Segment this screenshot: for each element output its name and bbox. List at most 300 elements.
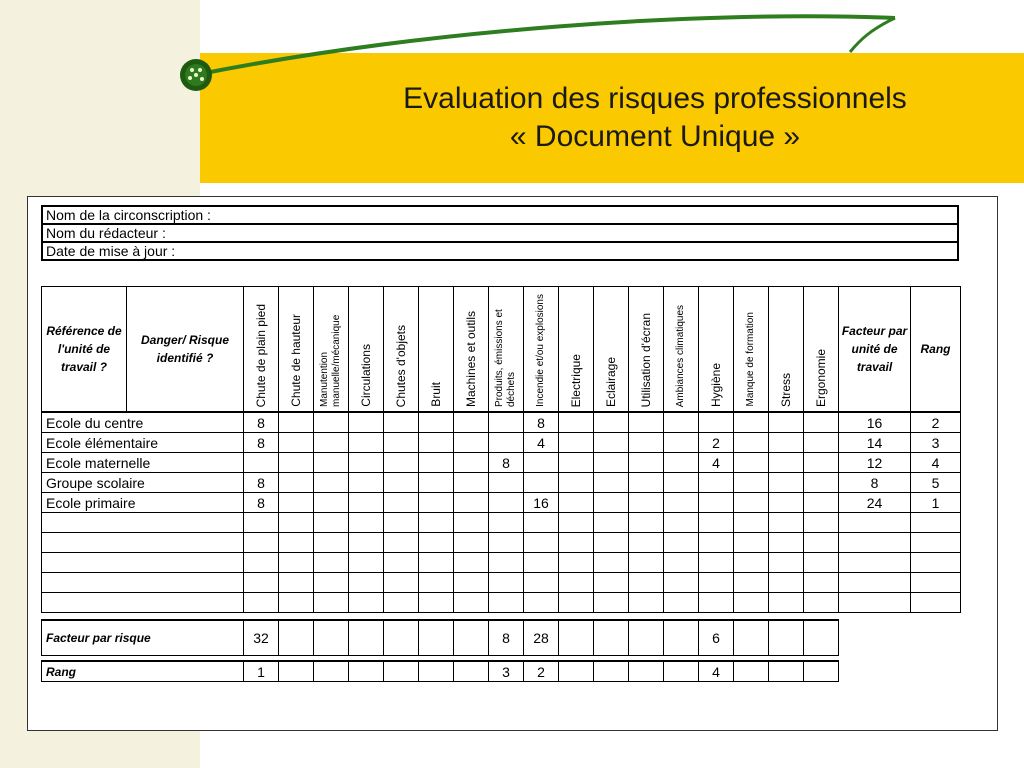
value-cell	[629, 493, 664, 513]
value-cell	[769, 593, 804, 613]
risk-header	[594, 287, 629, 413]
rang-value-cell: 2	[524, 661, 559, 682]
value-cell	[314, 533, 349, 553]
date-field: Date de mise à jour :	[42, 242, 958, 260]
value-cell	[384, 473, 419, 493]
ref-header: Référence de l'unité de travail ?	[42, 287, 127, 413]
value-cell	[524, 593, 559, 613]
value-cell	[629, 412, 664, 433]
value-cell	[804, 573, 839, 593]
blank-cell	[839, 661, 961, 682]
value-cell	[699, 593, 734, 613]
value-cell	[524, 513, 559, 533]
value-cell	[349, 453, 384, 473]
redacteur-field: Nom du rédacteur :	[42, 224, 958, 242]
value-cell: 8	[524, 412, 559, 433]
table-row	[42, 533, 961, 553]
value-cell	[804, 513, 839, 533]
value-cell	[559, 593, 594, 613]
value-cell	[489, 513, 524, 533]
value-cell	[699, 553, 734, 573]
value-cell	[664, 473, 699, 493]
rang-cell: 1	[911, 493, 961, 513]
risk-header-label: Eclairage	[604, 356, 618, 407]
rang-value-cell	[664, 661, 699, 682]
rang-value-cell	[594, 661, 629, 682]
value-cell	[734, 493, 769, 513]
value-cell	[664, 493, 699, 513]
risk-header	[349, 287, 384, 413]
facteur-risque-cell	[314, 620, 349, 656]
table-row	[42, 553, 961, 573]
facteur-cell: 12	[839, 453, 911, 473]
page-title	[340, 80, 970, 156]
facteur-cell: 8	[839, 473, 911, 493]
value-cell	[314, 513, 349, 533]
risk-header	[664, 287, 699, 413]
value-cell	[279, 473, 314, 493]
value-cell	[804, 493, 839, 513]
rang-value-cell	[314, 661, 349, 682]
risk-header-label: Produits, émissions et déchets	[494, 309, 517, 407]
risk-header	[629, 287, 664, 413]
risk-header	[559, 287, 594, 413]
value-cell	[629, 533, 664, 553]
value-cell	[699, 573, 734, 593]
unit-cell	[42, 593, 244, 613]
value-cell	[804, 453, 839, 473]
facteur-risque-cell	[734, 620, 769, 656]
value-cell	[664, 513, 699, 533]
table-row	[42, 593, 961, 613]
value-cell	[279, 412, 314, 433]
rang-header: Rang	[911, 287, 961, 413]
risk-header-label: Electrique	[569, 353, 583, 407]
value-cell	[734, 473, 769, 493]
value-cell: 8	[244, 493, 279, 513]
value-cell	[769, 573, 804, 593]
risk-header-label: Chute de hauteur	[289, 314, 303, 407]
value-cell	[911, 533, 961, 553]
value-cell	[559, 533, 594, 553]
unit-cell	[42, 533, 244, 553]
value-cell	[699, 493, 734, 513]
value-cell	[244, 553, 279, 573]
value-cell	[839, 573, 911, 593]
value-cell	[314, 412, 349, 433]
value-cell	[524, 533, 559, 553]
value-cell	[419, 553, 454, 573]
facteur-cell: 24	[839, 493, 911, 513]
facteur-risque-cell	[804, 620, 839, 656]
value-cell	[524, 473, 559, 493]
risk-header-label: Stress	[779, 372, 793, 407]
value-cell	[244, 533, 279, 553]
value-cell	[594, 593, 629, 613]
unit-cell: Ecole élémentaire	[42, 433, 244, 453]
value-cell	[559, 553, 594, 573]
value-cell	[279, 553, 314, 573]
risk-header	[489, 287, 524, 413]
value-cell	[559, 493, 594, 513]
risk-header	[734, 287, 769, 413]
value-cell	[349, 533, 384, 553]
value-cell: 2	[699, 433, 734, 453]
unit-cell: Ecole du centre	[42, 412, 244, 433]
unit-cell	[42, 573, 244, 593]
value-cell	[279, 493, 314, 513]
value-cell	[911, 553, 961, 573]
risk-header	[384, 287, 419, 413]
value-cell	[769, 473, 804, 493]
unit-cell: Groupe scolaire	[42, 473, 244, 493]
blank-cell	[839, 620, 961, 656]
value-cell	[804, 593, 839, 613]
value-cell	[314, 433, 349, 453]
facteur-risque-cell	[559, 620, 594, 656]
rang-value-cell	[384, 661, 419, 682]
value-cell	[699, 513, 734, 533]
facteur-risque-label: Facteur par risque	[42, 620, 244, 656]
rang-value-cell	[629, 661, 664, 682]
value-cell	[664, 412, 699, 433]
value-cell	[804, 553, 839, 573]
facteur-risque-cell: 28	[524, 620, 559, 656]
rang-value-cell	[734, 661, 769, 682]
value-cell	[349, 493, 384, 513]
value-cell: 8	[244, 412, 279, 433]
value-cell	[839, 533, 911, 553]
value-cell	[911, 513, 961, 533]
table-row	[42, 513, 961, 533]
value-cell	[454, 453, 489, 473]
value-cell	[594, 573, 629, 593]
value-cell	[559, 453, 594, 473]
risk-header	[419, 287, 454, 413]
risk-header	[804, 287, 839, 413]
value-cell	[419, 453, 454, 473]
rang-value-cell	[804, 661, 839, 682]
value-cell	[454, 473, 489, 493]
unit-cell	[42, 513, 244, 533]
value-cell	[419, 473, 454, 493]
risk-header-label: Chutes d'objets	[394, 324, 408, 407]
facteur-risque-cell	[419, 620, 454, 656]
facteur-risque-cell: 6	[699, 620, 734, 656]
value-cell	[734, 412, 769, 433]
value-cell	[734, 573, 769, 593]
value-cell	[419, 493, 454, 513]
rang-value-cell: 4	[699, 661, 734, 682]
risk-header	[314, 287, 349, 413]
value-cell	[279, 573, 314, 593]
rang-value-cell	[279, 661, 314, 682]
value-cell	[664, 593, 699, 613]
value-cell	[699, 473, 734, 493]
rang-cell: 2	[911, 412, 961, 433]
rang-row	[42, 661, 961, 682]
risk-header-label: Manque de formation	[745, 312, 756, 407]
value-cell	[769, 433, 804, 453]
value-cell	[384, 453, 419, 473]
unit-cell: Ecole maternelle	[42, 453, 244, 473]
risk-header-label: Circulations	[359, 344, 373, 407]
value-cell	[594, 493, 629, 513]
value-cell: 4	[699, 453, 734, 473]
value-cell	[244, 573, 279, 593]
value-cell	[454, 412, 489, 433]
value-cell	[419, 513, 454, 533]
value-cell	[734, 533, 769, 553]
value-cell	[594, 453, 629, 473]
table-row	[42, 493, 961, 513]
value-cell	[911, 573, 961, 593]
value-cell	[279, 513, 314, 533]
value-cell	[384, 513, 419, 533]
value-cell	[734, 553, 769, 573]
value-cell	[629, 433, 664, 453]
value-cell	[489, 533, 524, 553]
value-cell	[734, 513, 769, 533]
value-cell	[699, 412, 734, 433]
title-line-1: Evaluation des risques professionnels	[403, 82, 907, 115]
value-cell	[629, 473, 664, 493]
value-cell	[524, 573, 559, 593]
value-cell: 8	[489, 453, 524, 473]
value-cell	[419, 433, 454, 453]
rang-value-cell: 3	[489, 661, 524, 682]
value-cell	[384, 573, 419, 593]
value-cell	[769, 453, 804, 473]
value-cell	[349, 513, 384, 533]
danger-header: Danger/ Risque identifié ?	[127, 287, 244, 413]
value-cell	[314, 473, 349, 493]
risk-header-label: Utilisation d'écran	[639, 312, 653, 407]
title-line-2: « Document Unique »	[509, 120, 801, 153]
value-cell	[559, 412, 594, 433]
value-cell	[734, 453, 769, 473]
value-cell: 8	[244, 473, 279, 493]
risk-header-label: Incendie et/ou explosions	[535, 294, 546, 407]
value-cell	[664, 433, 699, 453]
value-cell	[419, 593, 454, 613]
value-cell	[489, 433, 524, 453]
facteur-risque-cell	[384, 620, 419, 656]
value-cell	[804, 433, 839, 453]
value-cell	[839, 593, 911, 613]
value-cell	[559, 433, 594, 453]
value-cell	[454, 593, 489, 613]
value-cell	[839, 513, 911, 533]
value-cell	[314, 553, 349, 573]
value-cell	[384, 593, 419, 613]
value-cell	[489, 573, 524, 593]
value-cell	[699, 533, 734, 553]
value-cell	[314, 593, 349, 613]
value-cell	[489, 553, 524, 573]
value-cell	[524, 553, 559, 573]
value-cell	[349, 412, 384, 433]
value-cell	[804, 533, 839, 553]
spacer-cell	[42, 613, 961, 621]
table-row	[42, 573, 961, 593]
value-cell	[664, 573, 699, 593]
value-cell	[489, 473, 524, 493]
value-cell	[419, 412, 454, 433]
value-cell	[454, 553, 489, 573]
value-cell	[244, 593, 279, 613]
value-cell	[629, 453, 664, 473]
value-cell	[384, 493, 419, 513]
value-cell	[489, 593, 524, 613]
value-cell	[769, 513, 804, 533]
value-cell	[911, 593, 961, 613]
value-cell	[629, 593, 664, 613]
value-cell	[664, 453, 699, 473]
info-table	[41, 205, 959, 261]
risk-header-label: Bruit	[429, 382, 443, 407]
value-cell	[664, 553, 699, 573]
value-cell	[349, 593, 384, 613]
rang-cell: 3	[911, 433, 961, 453]
globe-icon	[180, 59, 212, 91]
risk-header	[699, 287, 734, 413]
value-cell	[384, 553, 419, 573]
value-cell	[384, 533, 419, 553]
value-cell	[384, 412, 419, 433]
facteur-risque-cell	[349, 620, 384, 656]
risk-table	[41, 286, 961, 682]
header-row	[42, 287, 961, 413]
risk-header-label: Manutention manuelle/mécanique	[319, 314, 342, 407]
facteur-cell: 14	[839, 433, 911, 453]
value-cell	[244, 513, 279, 533]
value-cell	[594, 433, 629, 453]
value-cell	[594, 473, 629, 493]
rang-value-cell	[349, 661, 384, 682]
value-cell	[524, 453, 559, 473]
value-cell	[489, 412, 524, 433]
value-cell	[629, 573, 664, 593]
value-cell	[769, 553, 804, 573]
value-cell	[489, 493, 524, 513]
risk-header-label: Ambiances climatiques	[675, 304, 686, 407]
risk-header	[769, 287, 804, 413]
value-cell	[629, 553, 664, 573]
rang-value-cell	[559, 661, 594, 682]
value-cell: 4	[524, 433, 559, 453]
value-cell	[559, 473, 594, 493]
rang-value-cell	[419, 661, 454, 682]
value-cell	[244, 453, 279, 473]
table-row	[42, 433, 961, 453]
circonscription-field: Nom de la circonscription :	[42, 206, 958, 224]
value-cell	[454, 533, 489, 553]
risk-header-label: Hygiène	[709, 362, 723, 407]
value-cell	[279, 593, 314, 613]
facteur-risque-row	[42, 620, 961, 656]
value-cell	[594, 553, 629, 573]
value-cell	[279, 533, 314, 553]
value-cell	[314, 573, 349, 593]
value-cell	[349, 473, 384, 493]
value-cell	[769, 493, 804, 513]
facteur-risque-cell	[664, 620, 699, 656]
value-cell	[314, 453, 349, 473]
facteur-risque-cell	[629, 620, 664, 656]
value-cell	[769, 533, 804, 553]
value-cell	[734, 433, 769, 453]
rang-cell: 5	[911, 473, 961, 493]
value-cell	[804, 473, 839, 493]
value-cell	[769, 412, 804, 433]
risk-header-label: Machines et outils	[464, 310, 478, 407]
value-cell	[839, 553, 911, 573]
value-cell	[349, 433, 384, 453]
facteur-risque-cell: 8	[489, 620, 524, 656]
facteur-risque-cell	[454, 620, 489, 656]
unit-cell	[42, 553, 244, 573]
value-cell	[734, 593, 769, 613]
value-cell	[454, 493, 489, 513]
unit-cell: Ecole primaire	[42, 493, 244, 513]
rang-value-cell	[769, 661, 804, 682]
value-cell	[594, 513, 629, 533]
spacer-row	[42, 613, 961, 621]
risk-header	[524, 287, 559, 413]
value-cell	[454, 433, 489, 453]
facteur-risque-cell: 32	[244, 620, 279, 656]
risk-header-label: Chute de plain pied	[254, 303, 268, 407]
value-cell	[419, 533, 454, 553]
value-cell	[279, 433, 314, 453]
value-cell: 16	[524, 493, 559, 513]
value-cell	[349, 573, 384, 593]
facteur-header: Facteur par unité de travail	[839, 287, 911, 413]
risk-header-label: Ergonomie	[814, 348, 828, 407]
facteur-risque-cell	[769, 620, 804, 656]
table-row	[42, 453, 961, 473]
value-cell	[664, 533, 699, 553]
facteur-cell: 16	[839, 412, 911, 433]
table-row	[42, 412, 961, 433]
rang-label: Rang	[42, 661, 244, 682]
value-cell	[559, 573, 594, 593]
value-cell	[419, 573, 454, 593]
value-cell: 8	[244, 433, 279, 453]
value-cell	[804, 412, 839, 433]
value-cell	[384, 433, 419, 453]
table-row	[42, 473, 961, 493]
value-cell	[594, 412, 629, 433]
rang-value-cell	[454, 661, 489, 682]
risk-header	[279, 287, 314, 413]
rang-cell: 4	[911, 453, 961, 473]
facteur-risque-cell	[279, 620, 314, 656]
value-cell	[454, 513, 489, 533]
risk-header	[454, 287, 489, 413]
value-cell	[594, 533, 629, 553]
value-cell	[314, 493, 349, 513]
value-cell	[454, 573, 489, 593]
rang-value-cell: 1	[244, 661, 279, 682]
value-cell	[279, 453, 314, 473]
risk-header	[244, 287, 279, 413]
value-cell	[349, 553, 384, 573]
value-cell	[629, 513, 664, 533]
facteur-risque-cell	[594, 620, 629, 656]
value-cell	[559, 513, 594, 533]
